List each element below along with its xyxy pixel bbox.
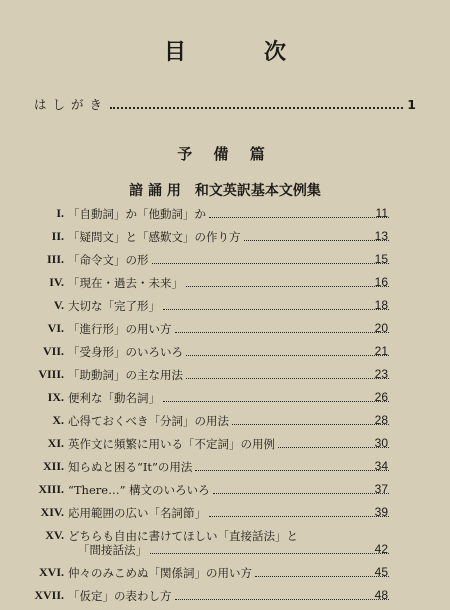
toc-entry[interactable] — [0, 459, 450, 481]
toc-entry-number: XVI. — [38, 565, 64, 579]
dot-leader — [209, 516, 389, 517]
toc-entry-title: どちらも自由に書けてほしい「直接話法」と — [68, 529, 298, 543]
toc-entry[interactable] — [0, 436, 450, 458]
toc-entry-number: VI. — [47, 321, 64, 335]
dot-leader — [209, 217, 389, 218]
toc-entry-page-number: 13 — [374, 229, 388, 243]
dot-leader — [163, 309, 389, 310]
toc-entry-page-number: 23 — [374, 367, 388, 381]
toc-entry[interactable] — [0, 413, 450, 435]
toc-entry-body — [68, 459, 392, 475]
toc-entry-page-number: 39 — [374, 505, 388, 519]
toc-entry[interactable] — [0, 565, 450, 587]
toc-entry-title: 大切な「完了形」 — [68, 299, 160, 313]
toc-entry-body — [68, 542, 392, 558]
toc-entry[interactable] — [0, 206, 450, 228]
toc-entry[interactable] — [0, 367, 450, 389]
dot-leader — [175, 332, 390, 333]
toc-entry-title: “There…” 構文のいろいろ — [68, 483, 210, 497]
toc-entry-page-number: 45 — [374, 565, 388, 579]
toc-entry[interactable] — [0, 229, 450, 251]
toc-entry-title: 「受身形」のいろいろ — [68, 345, 183, 359]
toc-entry-body — [68, 229, 392, 245]
toc-entry[interactable] — [0, 298, 450, 320]
toc-entry-title: 心得ておくべき「分詞」の用法 — [68, 414, 229, 428]
toc-entry-page-number: 28 — [374, 413, 388, 427]
toc-entry-number: IX. — [47, 390, 64, 404]
toc-entry-number: XIV. — [40, 505, 64, 519]
toc-entry-title: 「命令文」の形 — [68, 253, 149, 267]
toc-entry-title: 知らぬと困る“It”の用法 — [68, 460, 193, 474]
dot-leader — [195, 470, 389, 471]
toc-entry-page-number: 21 — [374, 344, 388, 358]
dot-leader — [186, 355, 389, 356]
toc-entry-body — [68, 436, 392, 452]
toc-entry[interactable] — [0, 542, 450, 564]
toc-entry-page-number: 48 — [374, 588, 388, 602]
toc-entry-title: 「現在・過去・未来」 — [68, 276, 183, 290]
toc-entry-title: 応用範囲の広い「名詞節」 — [68, 506, 206, 520]
dot-leader — [163, 401, 389, 402]
toc-entry-page-number: 30 — [374, 436, 388, 450]
dot-leader — [186, 286, 389, 287]
toc-entry-body — [68, 321, 392, 337]
toc-entry-title: 英作文に頻繁に用いる「不定詞」の用例 — [68, 437, 275, 451]
toc-entry-number: VII. — [42, 344, 64, 358]
dot-leader — [152, 263, 390, 264]
toc-entry-body — [68, 413, 392, 429]
page-title: 目 次 — [163, 40, 314, 65]
toc-entry-page-number: 42 — [374, 542, 388, 556]
toc-entry[interactable] — [0, 321, 450, 343]
toc-entry-body — [68, 505, 392, 521]
toc-entry-body — [68, 206, 392, 222]
toc-entry-body — [68, 344, 392, 360]
dot-leader — [186, 378, 389, 379]
toc-entry-page-number: 16 — [374, 275, 388, 289]
toc-entry-page-number: 20 — [374, 321, 388, 335]
preface-page-number: 1 — [407, 97, 416, 112]
section-subtitle: 諳 誦 用 和文英訳基本文例集 — [129, 183, 321, 199]
toc-entry[interactable] — [0, 505, 450, 527]
toc-entry-number: II. — [51, 229, 64, 243]
toc-entry-number: V. — [53, 298, 64, 312]
dot-leader — [213, 493, 389, 494]
toc-entry-title: 「疑問文」と「感歎文」の作り方 — [68, 230, 241, 244]
toc-entry-number: XV. — [45, 528, 64, 542]
dot-leader — [110, 107, 403, 109]
toc-entry-number: IV. — [49, 275, 64, 289]
toc-entry-page-number: 15 — [374, 252, 388, 266]
toc-entry-title: 「進行形」の用い方 — [68, 322, 172, 336]
toc-entry-title: 「仮定」の表わし方 — [68, 589, 172, 603]
toc-entry-page-number: 18 — [374, 298, 388, 312]
preface-label: はしがき — [34, 97, 109, 112]
toc-entry-body — [68, 367, 392, 383]
toc-entry[interactable] — [0, 588, 450, 610]
toc-entry-number: III. — [46, 252, 64, 266]
toc-entry[interactable] — [0, 275, 450, 297]
toc-entry-body — [68, 298, 392, 314]
toc-entry-page-number: 11 — [375, 206, 388, 220]
toc-entry-number: XIII. — [38, 482, 64, 496]
toc-entry-page-number: 34 — [374, 459, 388, 473]
toc-entry-body — [68, 482, 392, 498]
toc-entry-body — [68, 252, 392, 268]
toc-entry-title: 便利な「動名詞」 — [68, 391, 160, 405]
toc-entry-number: VIII. — [38, 367, 64, 381]
dot-leader — [150, 553, 389, 554]
toc-entry[interactable] — [0, 252, 450, 274]
toc-entry-page-number: 26 — [374, 390, 388, 404]
toc-entry[interactable] — [0, 344, 450, 366]
toc-entry-number: X. — [52, 413, 64, 427]
toc-entry[interactable] — [0, 482, 450, 504]
toc-entry-title: 仲々のみこめぬ「関係詞」の用い方 — [68, 566, 252, 580]
toc-entry-number: XI. — [47, 436, 64, 450]
preface-entry[interactable] — [34, 95, 416, 113]
toc-entry-number: XII. — [42, 459, 64, 473]
toc-entry-number: XVII. — [34, 588, 64, 602]
toc-entry-body — [68, 390, 392, 406]
toc-entry-number: I. — [56, 206, 64, 220]
toc-entry-body — [68, 565, 392, 581]
toc-entry-title: 「自動詞」か「他動詞」か — [68, 207, 206, 221]
toc-entry-title: 「間接話法」 — [78, 543, 147, 557]
toc-entry-body — [68, 588, 392, 604]
toc-entry-title: 「助動詞」の主な用法 — [68, 368, 183, 382]
toc-entry[interactable] — [0, 390, 450, 412]
section-title: 予 備 篇 — [177, 145, 273, 163]
toc-entry-page-number: 37 — [374, 482, 388, 496]
toc-entry-body — [68, 275, 392, 291]
